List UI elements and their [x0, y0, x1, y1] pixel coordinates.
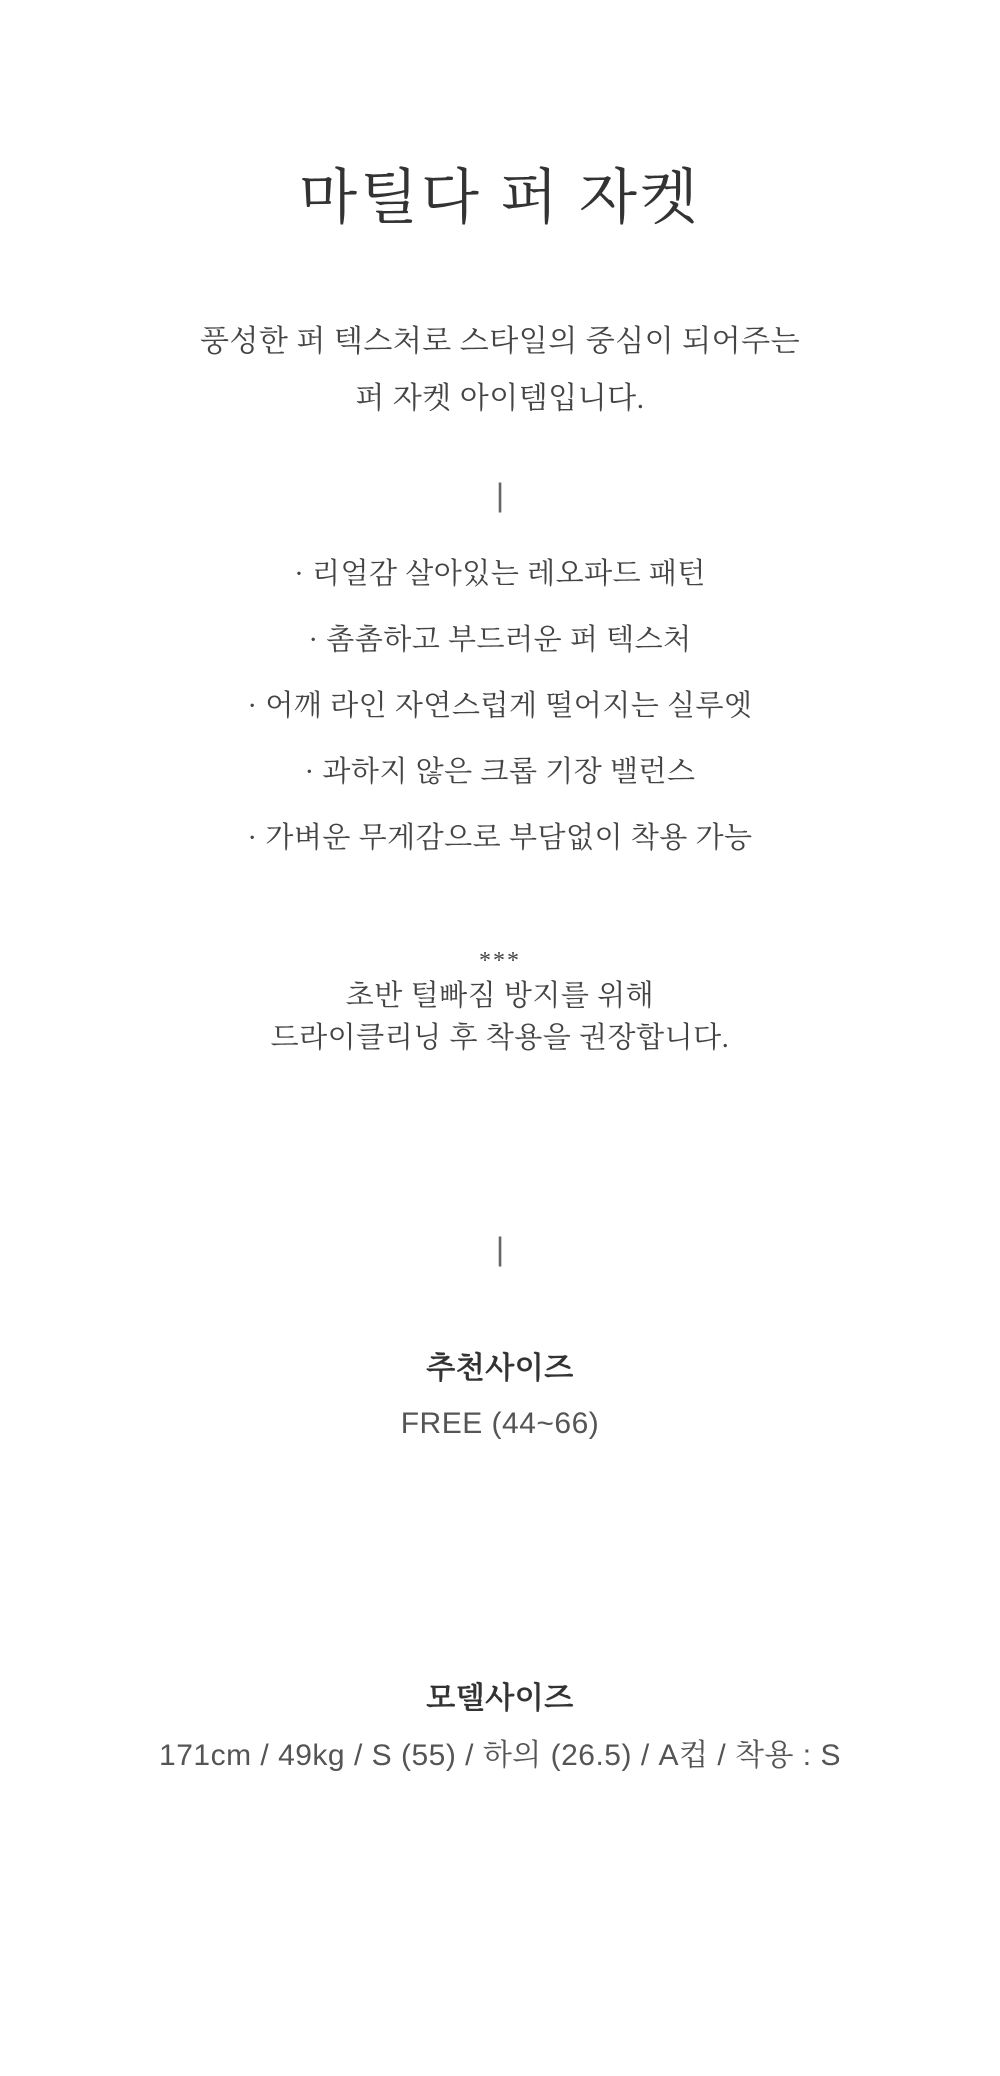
care-line-2: 드라이클리닝 후 착용을 권장합니다.	[270, 1022, 730, 1054]
feature-item: · 촘촘하고 부드러운 퍼 텍스처	[308, 624, 692, 656]
model-size-label: 모델사이즈	[426, 1682, 574, 1715]
vertical-bar-divider: |	[495, 1231, 505, 1267]
feature-item: · 어깨 라인 자연스럽게 떨어지는 실루엣	[247, 690, 753, 722]
recommended-size-value: FREE (44~66)	[400, 1407, 600, 1440]
feature-item: · 리얼감 살아있는 레오파드 패턴	[294, 558, 706, 590]
model-size-value: 171cm / 49kg / S (55) / 하의 (26.5) / A컵 / 착용 : S	[159, 1739, 841, 1772]
intro-line-1: 풍성한 퍼 텍스처로 스타일의 중심이 되어주는	[199, 325, 801, 358]
recommended-size-label: 추천사이즈	[426, 1352, 574, 1385]
vertical-bar-divider: |	[495, 477, 505, 513]
intro-line-2: 퍼 자켓 아이템입니다.	[355, 382, 645, 415]
product-intro	[0, 313, 1000, 427]
feature-list	[0, 541, 1000, 871]
feature-item: · 가벼운 무게감으로 부담없이 착용 가능	[247, 822, 753, 854]
asterisk-marker: ***	[479, 948, 521, 974]
care-note	[0, 947, 1000, 1059]
product-title: 마틸다 퍼 자켓	[299, 165, 701, 231]
care-line-1: 초반 털빠짐 방지를 위해	[345, 980, 655, 1012]
feature-item: · 과하지 않은 크롭 기장 밸런스	[304, 756, 696, 788]
